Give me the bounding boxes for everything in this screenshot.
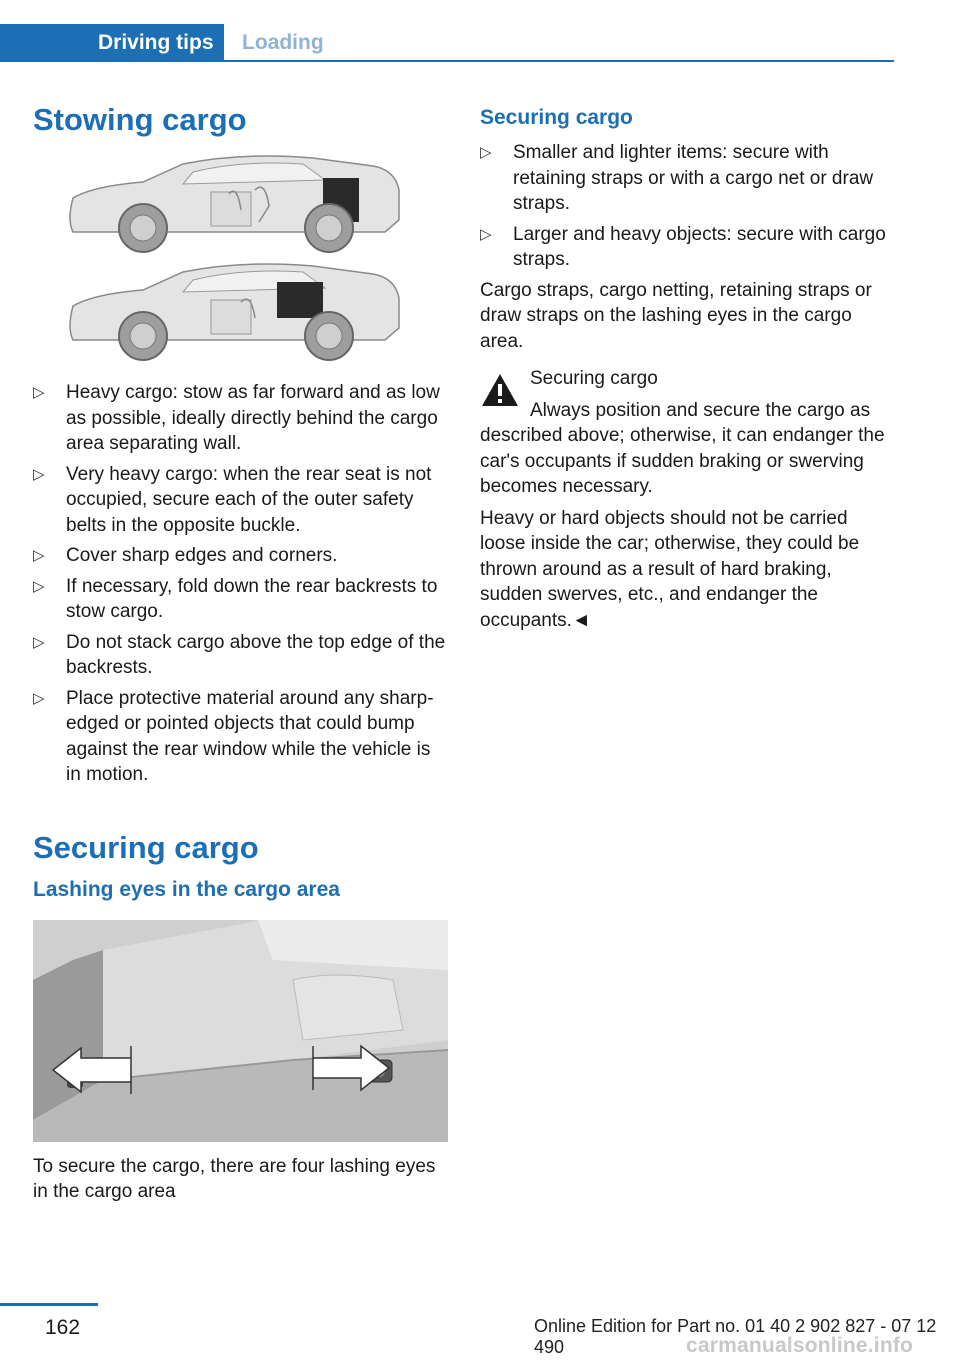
list-item: ▷ Do not stack cargo above the top edge of the backrests.	[33, 631, 446, 678]
list-item: ▷ Very heavy cargo: when the rear seat is not occupied, secure each of the outer safety belts in the opposite buckle.	[33, 463, 432, 536]
warning-title: Securing cargo	[530, 368, 658, 389]
securing-title: Securing cargo	[33, 829, 259, 865]
triangle-right-icon: ▷	[33, 384, 45, 401]
lashing-paragraph: Cargo straps, cargo netting, retaining straps or draw straps on the lashing eyes in the cargo area.	[480, 279, 872, 352]
edition-text: Online Edition for Part no. 01 40 2 902 827 - 07 12 490	[534, 1316, 937, 1357]
cargo-area-photo	[33, 920, 448, 1142]
stowing-title: Stowing cargo	[33, 102, 247, 137]
list-item: ▷ Smaller and lighter items: secure with retaining straps or with a cargo net or draw straps.	[480, 142, 874, 214]
tab-driving-tips[interactable]: Driving tips	[0, 24, 224, 62]
left-column	[33, 100, 448, 1205]
triangle-right-icon: ▷	[33, 689, 45, 707]
hard-objects-paragraph: Heavy or hard objects should not be carried loose inside the car; otherwise, they could be thrown around as a result of hard braking, sudden swerves, etc., and endanger the occupants.◄	[480, 507, 860, 631]
footer-rule	[0, 1303, 98, 1306]
tab-loading[interactable]: Loading	[242, 31, 324, 54]
car-cargo-illustration	[33, 150, 448, 362]
car-illustration-bottom	[70, 264, 399, 360]
triangle-right-icon: ▷	[33, 633, 45, 651]
lashing-eyes-subtitle: Lashing eyes in the cargo area	[33, 877, 340, 901]
watermark: carmanualsonline.info	[686, 1334, 914, 1357]
triangle-right-icon: ▷	[33, 577, 45, 595]
lashing-eyes-caption: To secure the cargo, there are four lashing eyes in the cargo area	[33, 1155, 436, 1202]
right-column	[480, 100, 898, 633]
list-item: ▷ Place protective material around any sharp-edged or pointed objects that could bump against the rear window while the vehicle is in motion.	[33, 687, 434, 785]
securing-bullet-list	[480, 140, 898, 273]
warning-block	[480, 366, 898, 392]
stowing-bullet-list	[33, 380, 448, 788]
triangle-right-icon: ▷	[33, 465, 45, 483]
warning-triangle-icon	[480, 372, 520, 408]
list-item: ▷ Heavy cargo: stow as far forward and as low as possible, ideally directly behind the cargo area separating wall.	[33, 382, 440, 454]
warning-text: Always position and secure the cargo as described above; otherwise, it can endanger the car's occupants if sudden braking or swerving becomes necessary.	[480, 399, 885, 497]
header-tabbar	[0, 24, 894, 62]
triangle-right-icon: ▷	[480, 144, 492, 161]
header-rule	[224, 60, 894, 62]
triangle-right-icon: ▷	[33, 547, 45, 564]
car-illustration-top	[70, 156, 399, 252]
page-number: 162	[45, 1316, 81, 1339]
triangle-right-icon: ▷	[480, 225, 492, 243]
list-item: ▷ If necessary, fold down the rear backrests to stow cargo.	[33, 575, 438, 622]
list-item: ▷ Larger and heavy objects: secure with cargo straps.	[480, 223, 886, 270]
securing-cargo-heading: Securing cargo	[480, 106, 633, 129]
list-item: ▷ Cover sharp edges and corners.	[33, 543, 448, 569]
